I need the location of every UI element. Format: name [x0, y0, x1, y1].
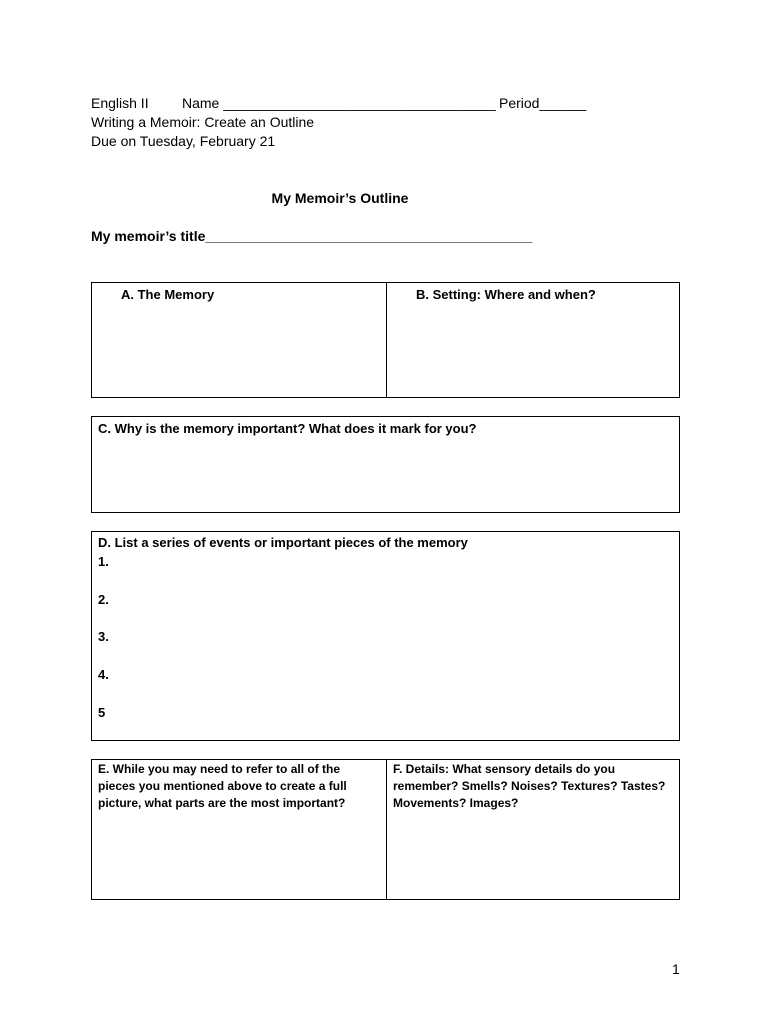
name-field: Name ___________________________________ [182, 95, 496, 111]
page-title: My Memoir’s Outline [271, 190, 409, 206]
importance-box [91, 416, 680, 513]
importance-label: C. Why is the memory important? What does it mark for you? [98, 421, 477, 436]
memory-label: A. The Memory [121, 287, 215, 302]
period-field: Period______ [499, 95, 587, 111]
page-number: 1 [672, 961, 680, 977]
memory-cell [92, 283, 387, 397]
important-parts-label: E. While you may need to refer to all of the pieces you mentioned above to create a full picture, what parts are the most important? [98, 762, 347, 810]
details-label: F. Details: What sensory details do you remember? Smells? Noises? Textures? Tastes? Movements? Images? [393, 762, 666, 810]
event-item-3: 3. [98, 629, 109, 644]
memoir-title-field: My memoir’s title__________________________________________ [91, 228, 533, 244]
events-label: D. List a series of events or important pieces of the memory [98, 535, 468, 550]
important-parts-cell [92, 760, 387, 899]
event-item-1: 1. [98, 554, 109, 569]
event-item-4: 4. [98, 667, 109, 682]
importance-details-box [91, 759, 680, 900]
event-item-2: 2. [98, 592, 109, 607]
memory-setting-box [91, 282, 680, 398]
due-date: Due on Tuesday, February 21 [91, 133, 276, 149]
setting-label: B. Setting: Where and when? [416, 287, 596, 302]
details-cell [387, 760, 679, 899]
course-label: English II [91, 95, 149, 111]
setting-cell [387, 283, 679, 397]
assignment-title: Writing a Memoir: Create an Outline [91, 114, 315, 130]
event-item-5: 5 [98, 705, 106, 720]
events-box [91, 531, 680, 741]
